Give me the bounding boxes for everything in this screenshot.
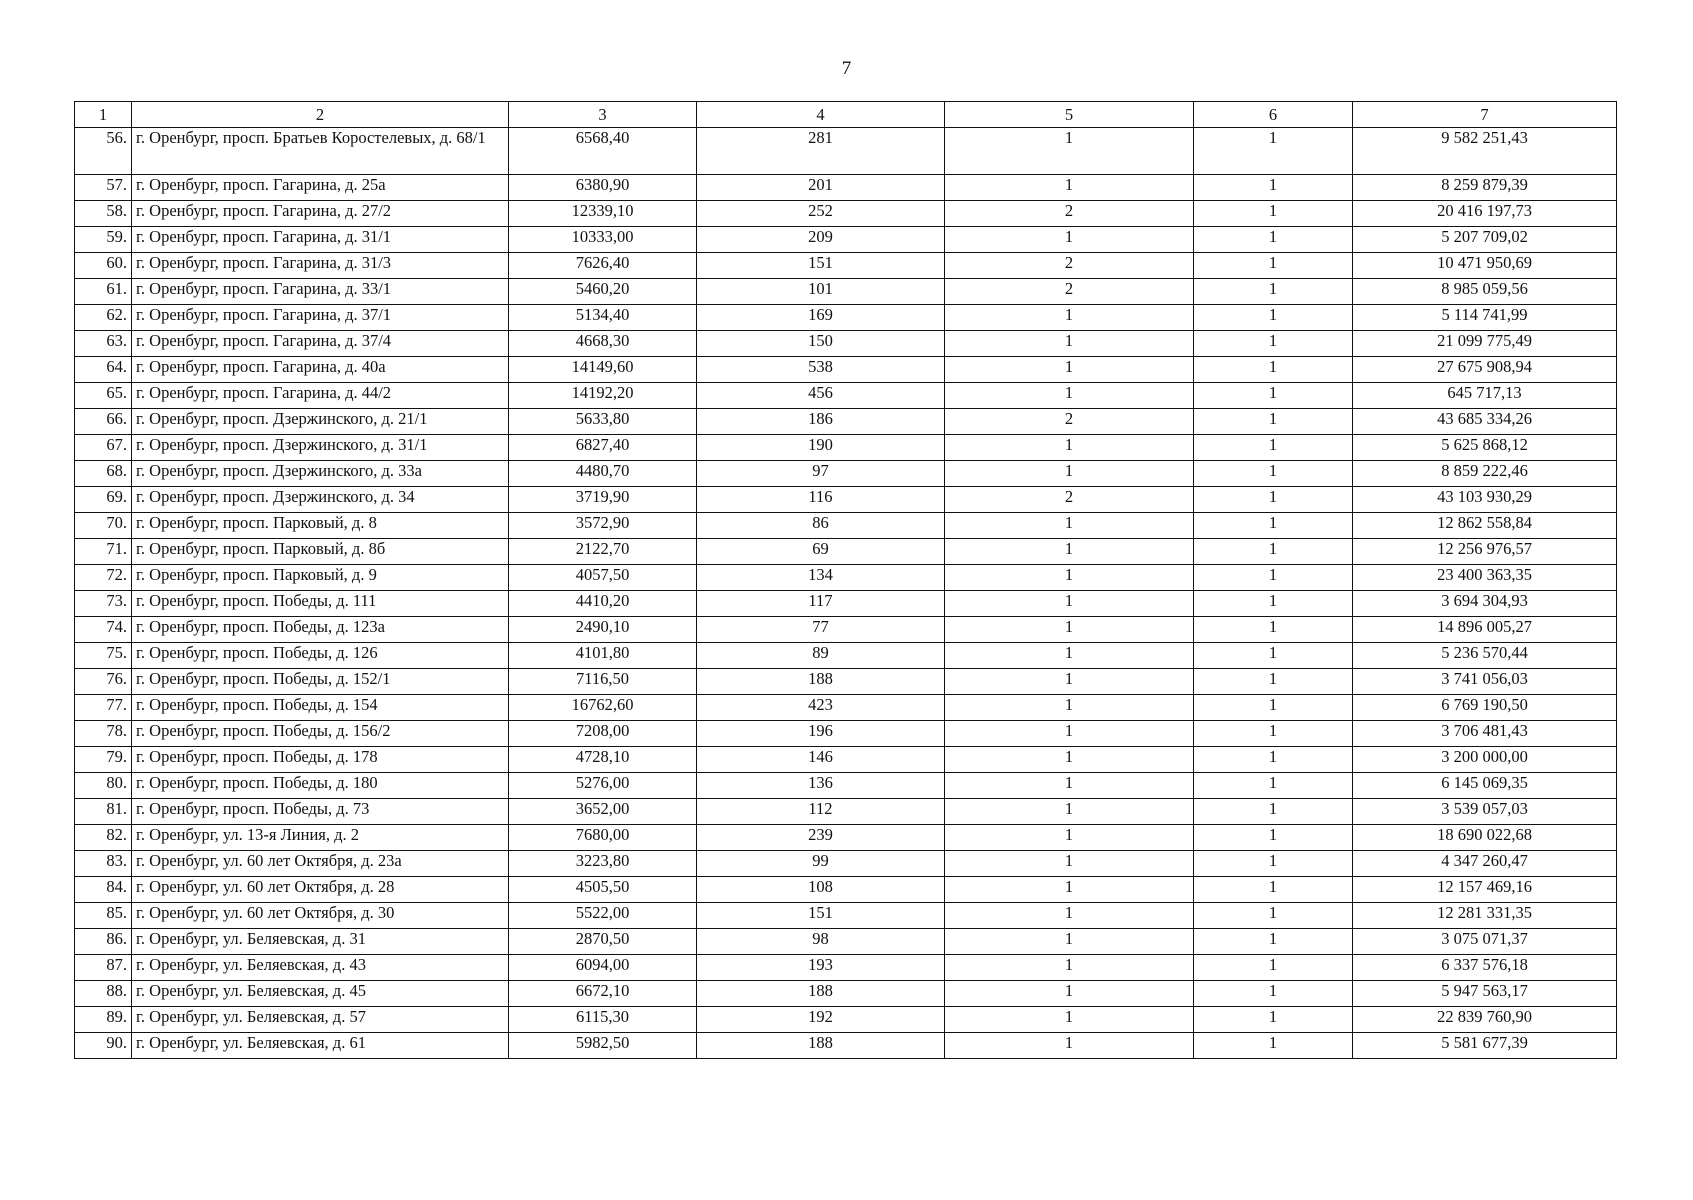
address-cell: г. Оренбург, просп. Дзержинского, д. 21/1 [132,409,509,435]
row-number: 85. [75,903,132,929]
column-6-cell: 1 [1194,643,1353,669]
address-cell: г. Оренбург, ул. 60 лет Октября, д. 28 [132,877,509,903]
residents-cell: 89 [697,643,945,669]
table-row [75,851,1617,877]
column-header: 4 [697,102,945,128]
column-5-cell: 1 [945,435,1194,461]
column-6-cell: 1 [1194,279,1353,305]
area-cell: 3719,90 [509,487,697,513]
area-cell: 5460,20 [509,279,697,305]
column-header: 2 [132,102,509,128]
table-row [75,175,1617,201]
row-number: 56. [75,128,132,175]
area-cell: 12339,10 [509,201,697,227]
area-cell: 4728,10 [509,747,697,773]
area-cell: 2490,10 [509,617,697,643]
residents-cell: 134 [697,565,945,591]
column-6-cell: 1 [1194,253,1353,279]
amount-cell: 12 157 469,16 [1353,877,1617,903]
column-6-cell: 1 [1194,929,1353,955]
area-cell: 6380,90 [509,175,697,201]
residents-cell: 188 [697,981,945,1007]
row-number: 87. [75,955,132,981]
area-cell: 5633,80 [509,409,697,435]
residents-cell: 116 [697,487,945,513]
address-cell: г. Оренбург, просп. Победы, д. 156/2 [132,721,509,747]
area-cell: 16762,60 [509,695,697,721]
residents-cell: 456 [697,383,945,409]
residents-cell: 98 [697,929,945,955]
row-number: 62. [75,305,132,331]
page-number: 7 [841,58,852,79]
residents-cell: 239 [697,825,945,851]
amount-cell: 43 103 930,29 [1353,487,1617,513]
table-row [75,747,1617,773]
amount-cell: 8 859 222,46 [1353,461,1617,487]
table-row [75,435,1617,461]
column-5-cell: 2 [945,487,1194,513]
column-6-cell: 1 [1194,305,1353,331]
table-row [75,669,1617,695]
amount-cell: 12 256 976,57 [1353,539,1617,565]
residents-cell: 151 [697,903,945,929]
column-5-cell: 1 [945,1033,1194,1059]
address-cell: г. Оренбург, просп. Победы, д. 126 [132,643,509,669]
column-5-cell: 1 [945,128,1194,175]
address-cell: г. Оренбург, просп. Гагарина, д. 27/2 [132,201,509,227]
column-header: 6 [1194,102,1353,128]
address-cell: г. Оренбург, просп. Победы, д. 123а [132,617,509,643]
table-row [75,825,1617,851]
amount-cell: 6 769 190,50 [1353,695,1617,721]
column-5-cell: 1 [945,357,1194,383]
area-cell: 7116,50 [509,669,697,695]
address-cell: г. Оренбург, просп. Гагарина, д. 31/1 [132,227,509,253]
column-5-cell: 1 [945,591,1194,617]
column-5-cell: 1 [945,331,1194,357]
column-5-cell: 1 [945,695,1194,721]
column-6-cell: 1 [1194,128,1353,175]
area-cell: 14149,60 [509,357,697,383]
column-5-cell: 1 [945,825,1194,851]
area-cell: 4505,50 [509,877,697,903]
address-cell: г. Оренбург, ул. 13-я Линия, д. 2 [132,825,509,851]
table-row [75,513,1617,539]
column-6-cell: 1 [1194,825,1353,851]
residents-cell: 190 [697,435,945,461]
column-header: 7 [1353,102,1617,128]
residents-cell: 192 [697,1007,945,1033]
row-number: 84. [75,877,132,903]
column-5-cell: 1 [945,747,1194,773]
table-row [75,1007,1617,1033]
column-6-cell: 1 [1194,721,1353,747]
table-row [75,877,1617,903]
address-cell: г. Оренбург, просп. Победы, д. 73 [132,799,509,825]
column-6-cell: 1 [1194,539,1353,565]
residents-cell: 151 [697,253,945,279]
amount-cell: 9 582 251,43 [1353,128,1617,175]
row-number: 78. [75,721,132,747]
address-cell: г. Оренбург, просп. Парковый, д. 8б [132,539,509,565]
address-cell: г. Оренбург, просп. Братьев Коростелевых, д. 68/1 [132,128,509,175]
row-number: 90. [75,1033,132,1059]
column-5-cell: 1 [945,617,1194,643]
registry-table [74,101,1617,1059]
residents-cell: 69 [697,539,945,565]
row-number: 82. [75,825,132,851]
row-number: 76. [75,669,132,695]
column-6-cell: 1 [1194,1033,1353,1059]
column-5-cell: 1 [945,773,1194,799]
column-6-cell: 1 [1194,591,1353,617]
amount-cell: 8 259 879,39 [1353,175,1617,201]
table-row [75,279,1617,305]
column-6-cell: 1 [1194,903,1353,929]
table-row [75,305,1617,331]
residents-cell: 136 [697,773,945,799]
table-row [75,1033,1617,1059]
residents-cell: 99 [697,851,945,877]
address-cell: г. Оренбург, просп. Гагарина, д. 33/1 [132,279,509,305]
amount-cell: 3 539 057,03 [1353,799,1617,825]
column-6-cell: 1 [1194,357,1353,383]
amount-cell: 3 694 304,93 [1353,591,1617,617]
table-row [75,409,1617,435]
column-6-cell: 1 [1194,565,1353,591]
table-row [75,929,1617,955]
column-6-cell: 1 [1194,487,1353,513]
row-number: 71. [75,539,132,565]
row-number: 83. [75,851,132,877]
area-cell: 14192,20 [509,383,697,409]
row-number: 64. [75,357,132,383]
amount-cell: 22 839 760,90 [1353,1007,1617,1033]
column-5-cell: 2 [945,201,1194,227]
address-cell: г. Оренбург, просп. Гагарина, д. 37/4 [132,331,509,357]
address-cell: г. Оренбург, просп. Гагарина, д. 44/2 [132,383,509,409]
address-cell: г. Оренбург, просп. Гагарина, д. 40а [132,357,509,383]
amount-cell: 6 337 576,18 [1353,955,1617,981]
amount-cell: 8 985 059,56 [1353,279,1617,305]
table-row [75,487,1617,513]
table-body [75,128,1617,1059]
residents-cell: 146 [697,747,945,773]
residents-cell: 97 [697,461,945,487]
table-row [75,128,1617,175]
row-number: 69. [75,487,132,513]
column-header: 5 [945,102,1194,128]
area-cell: 6115,30 [509,1007,697,1033]
column-5-cell: 1 [945,227,1194,253]
address-cell: г. Оренбург, просп. Победы, д. 111 [132,591,509,617]
column-6-cell: 1 [1194,877,1353,903]
area-cell: 4057,50 [509,565,697,591]
area-cell: 5982,50 [509,1033,697,1059]
row-number: 57. [75,175,132,201]
address-cell: г. Оренбург, просп. Гагарина, д. 25а [132,175,509,201]
area-cell: 7680,00 [509,825,697,851]
area-cell: 4410,20 [509,591,697,617]
column-6-cell: 1 [1194,201,1353,227]
row-number: 80. [75,773,132,799]
area-cell: 6827,40 [509,435,697,461]
residents-cell: 77 [697,617,945,643]
area-cell: 3223,80 [509,851,697,877]
column-6-cell: 1 [1194,409,1353,435]
column-6-cell: 1 [1194,799,1353,825]
table-row [75,227,1617,253]
column-5-cell: 1 [945,643,1194,669]
column-5-cell: 2 [945,409,1194,435]
residents-cell: 186 [697,409,945,435]
table-row [75,591,1617,617]
amount-cell: 6 145 069,35 [1353,773,1617,799]
address-cell: г. Оренбург, ул. 60 лет Октября, д. 30 [132,903,509,929]
column-6-cell: 1 [1194,617,1353,643]
address-cell: г. Оренбург, просп. Парковый, д. 9 [132,565,509,591]
column-5-cell: 1 [945,305,1194,331]
amount-cell: 27 675 908,94 [1353,357,1617,383]
table-row [75,331,1617,357]
row-number: 65. [75,383,132,409]
column-5-cell: 1 [945,1007,1194,1033]
address-cell: г. Оренбург, просп. Парковый, д. 8 [132,513,509,539]
amount-cell: 5 114 741,99 [1353,305,1617,331]
row-number: 89. [75,1007,132,1033]
column-6-cell: 1 [1194,383,1353,409]
address-cell: г. Оренбург, ул. Беляевская, д. 45 [132,981,509,1007]
table-row [75,201,1617,227]
address-cell: г. Оренбург, ул. Беляевская, д. 57 [132,1007,509,1033]
amount-cell: 18 690 022,68 [1353,825,1617,851]
column-6-cell: 1 [1194,435,1353,461]
column-5-cell: 1 [945,513,1194,539]
area-cell: 5276,00 [509,773,697,799]
area-cell: 7626,40 [509,253,697,279]
amount-cell: 4 347 260,47 [1353,851,1617,877]
column-5-cell: 2 [945,279,1194,305]
column-5-cell: 1 [945,565,1194,591]
residents-cell: 112 [697,799,945,825]
address-cell: г. Оренбург, ул. 60 лет Октября, д. 23а [132,851,509,877]
amount-cell: 5 625 868,12 [1353,435,1617,461]
amount-cell: 3 200 000,00 [1353,747,1617,773]
amount-cell: 5 581 677,39 [1353,1033,1617,1059]
column-6-cell: 1 [1194,175,1353,201]
area-cell: 4668,30 [509,331,697,357]
address-cell: г. Оренбург, ул. Беляевская, д. 61 [132,1033,509,1059]
amount-cell: 5 207 709,02 [1353,227,1617,253]
column-6-cell: 1 [1194,331,1353,357]
amount-cell: 5 947 563,17 [1353,981,1617,1007]
column-5-cell: 1 [945,851,1194,877]
amount-cell: 10 471 950,69 [1353,253,1617,279]
amount-cell: 20 416 197,73 [1353,201,1617,227]
amount-cell: 21 099 775,49 [1353,331,1617,357]
column-5-cell: 1 [945,175,1194,201]
area-cell: 3572,90 [509,513,697,539]
area-cell: 2870,50 [509,929,697,955]
area-cell: 6568,40 [509,128,697,175]
address-cell: г. Оренбург, просп. Гагарина, д. 31/3 [132,253,509,279]
area-cell: 4480,70 [509,461,697,487]
table-row [75,903,1617,929]
column-6-cell: 1 [1194,669,1353,695]
row-number: 75. [75,643,132,669]
address-cell: г. Оренбург, просп. Победы, д. 178 [132,747,509,773]
column-5-cell: 1 [945,383,1194,409]
row-number: 68. [75,461,132,487]
amount-cell: 5 236 570,44 [1353,643,1617,669]
table-row [75,799,1617,825]
area-cell: 6094,00 [509,955,697,981]
residents-cell: 196 [697,721,945,747]
residents-cell: 209 [697,227,945,253]
column-5-cell: 1 [945,721,1194,747]
column-5-cell: 2 [945,253,1194,279]
amount-cell: 645 717,13 [1353,383,1617,409]
residents-cell: 108 [697,877,945,903]
column-5-cell: 1 [945,669,1194,695]
table-row [75,539,1617,565]
area-cell: 2122,70 [509,539,697,565]
column-5-cell: 1 [945,877,1194,903]
row-number: 81. [75,799,132,825]
amount-cell: 3 741 056,03 [1353,669,1617,695]
table-row [75,565,1617,591]
address-cell: г. Оренбург, просп. Победы, д. 180 [132,773,509,799]
area-cell: 10333,00 [509,227,697,253]
column-6-cell: 1 [1194,955,1353,981]
column-header: 1 [75,102,132,128]
row-number: 66. [75,409,132,435]
table-row [75,357,1617,383]
row-number: 77. [75,695,132,721]
row-number: 61. [75,279,132,305]
area-cell: 3652,00 [509,799,697,825]
amount-cell: 3 075 071,37 [1353,929,1617,955]
residents-cell: 150 [697,331,945,357]
address-cell: г. Оренбург, ул. Беляевская, д. 43 [132,955,509,981]
address-cell: г. Оренбург, просп. Дзержинского, д. 31/1 [132,435,509,461]
column-6-cell: 1 [1194,1007,1353,1033]
column-6-cell: 1 [1194,695,1353,721]
column-6-cell: 1 [1194,461,1353,487]
residents-cell: 188 [697,1033,945,1059]
row-number: 74. [75,617,132,643]
residents-cell: 117 [697,591,945,617]
amount-cell: 12 862 558,84 [1353,513,1617,539]
column-5-cell: 1 [945,539,1194,565]
residents-cell: 101 [697,279,945,305]
area-cell: 6672,10 [509,981,697,1007]
table-row [75,461,1617,487]
row-number: 70. [75,513,132,539]
amount-cell: 23 400 363,35 [1353,565,1617,591]
row-number: 59. [75,227,132,253]
residents-cell: 281 [697,128,945,175]
row-number: 88. [75,981,132,1007]
column-5-cell: 1 [945,799,1194,825]
column-5-cell: 1 [945,929,1194,955]
table-row [75,253,1617,279]
column-6-cell: 1 [1194,227,1353,253]
address-cell: г. Оренбург, просп. Гагарина, д. 37/1 [132,305,509,331]
area-cell: 4101,80 [509,643,697,669]
amount-cell: 12 281 331,35 [1353,903,1617,929]
table-row [75,955,1617,981]
row-number: 72. [75,565,132,591]
area-cell: 5522,00 [509,903,697,929]
residents-cell: 193 [697,955,945,981]
row-number: 67. [75,435,132,461]
residents-cell: 188 [697,669,945,695]
column-5-cell: 1 [945,903,1194,929]
table-row [75,773,1617,799]
amount-cell: 43 685 334,26 [1353,409,1617,435]
address-cell: г. Оренбург, просп. Дзержинского, д. 33а [132,461,509,487]
column-5-cell: 1 [945,461,1194,487]
row-number: 79. [75,747,132,773]
column-6-cell: 1 [1194,773,1353,799]
residents-cell: 86 [697,513,945,539]
table-row [75,383,1617,409]
header-row [75,102,1617,128]
amount-cell: 3 706 481,43 [1353,721,1617,747]
residents-cell: 538 [697,357,945,383]
table-row [75,721,1617,747]
table-row [75,695,1617,721]
address-cell: г. Оренбург, просп. Дзержинского, д. 34 [132,487,509,513]
column-6-cell: 1 [1194,981,1353,1007]
row-number: 60. [75,253,132,279]
column-6-cell: 1 [1194,513,1353,539]
amount-cell: 14 896 005,27 [1353,617,1617,643]
column-6-cell: 1 [1194,747,1353,773]
table-row [75,981,1617,1007]
column-5-cell: 1 [945,981,1194,1007]
table-row [75,617,1617,643]
column-6-cell: 1 [1194,851,1353,877]
row-number: 86. [75,929,132,955]
residents-cell: 169 [697,305,945,331]
column-header: 3 [509,102,697,128]
row-number: 63. [75,331,132,357]
address-cell: г. Оренбург, ул. Беляевская, д. 31 [132,929,509,955]
area-cell: 7208,00 [509,721,697,747]
address-cell: г. Оренбург, просп. Победы, д. 152/1 [132,669,509,695]
row-number: 58. [75,201,132,227]
row-number: 73. [75,591,132,617]
residents-cell: 252 [697,201,945,227]
table-row [75,643,1617,669]
residents-cell: 201 [697,175,945,201]
area-cell: 5134,40 [509,305,697,331]
residents-cell: 423 [697,695,945,721]
address-cell: г. Оренбург, просп. Победы, д. 154 [132,695,509,721]
column-5-cell: 1 [945,955,1194,981]
